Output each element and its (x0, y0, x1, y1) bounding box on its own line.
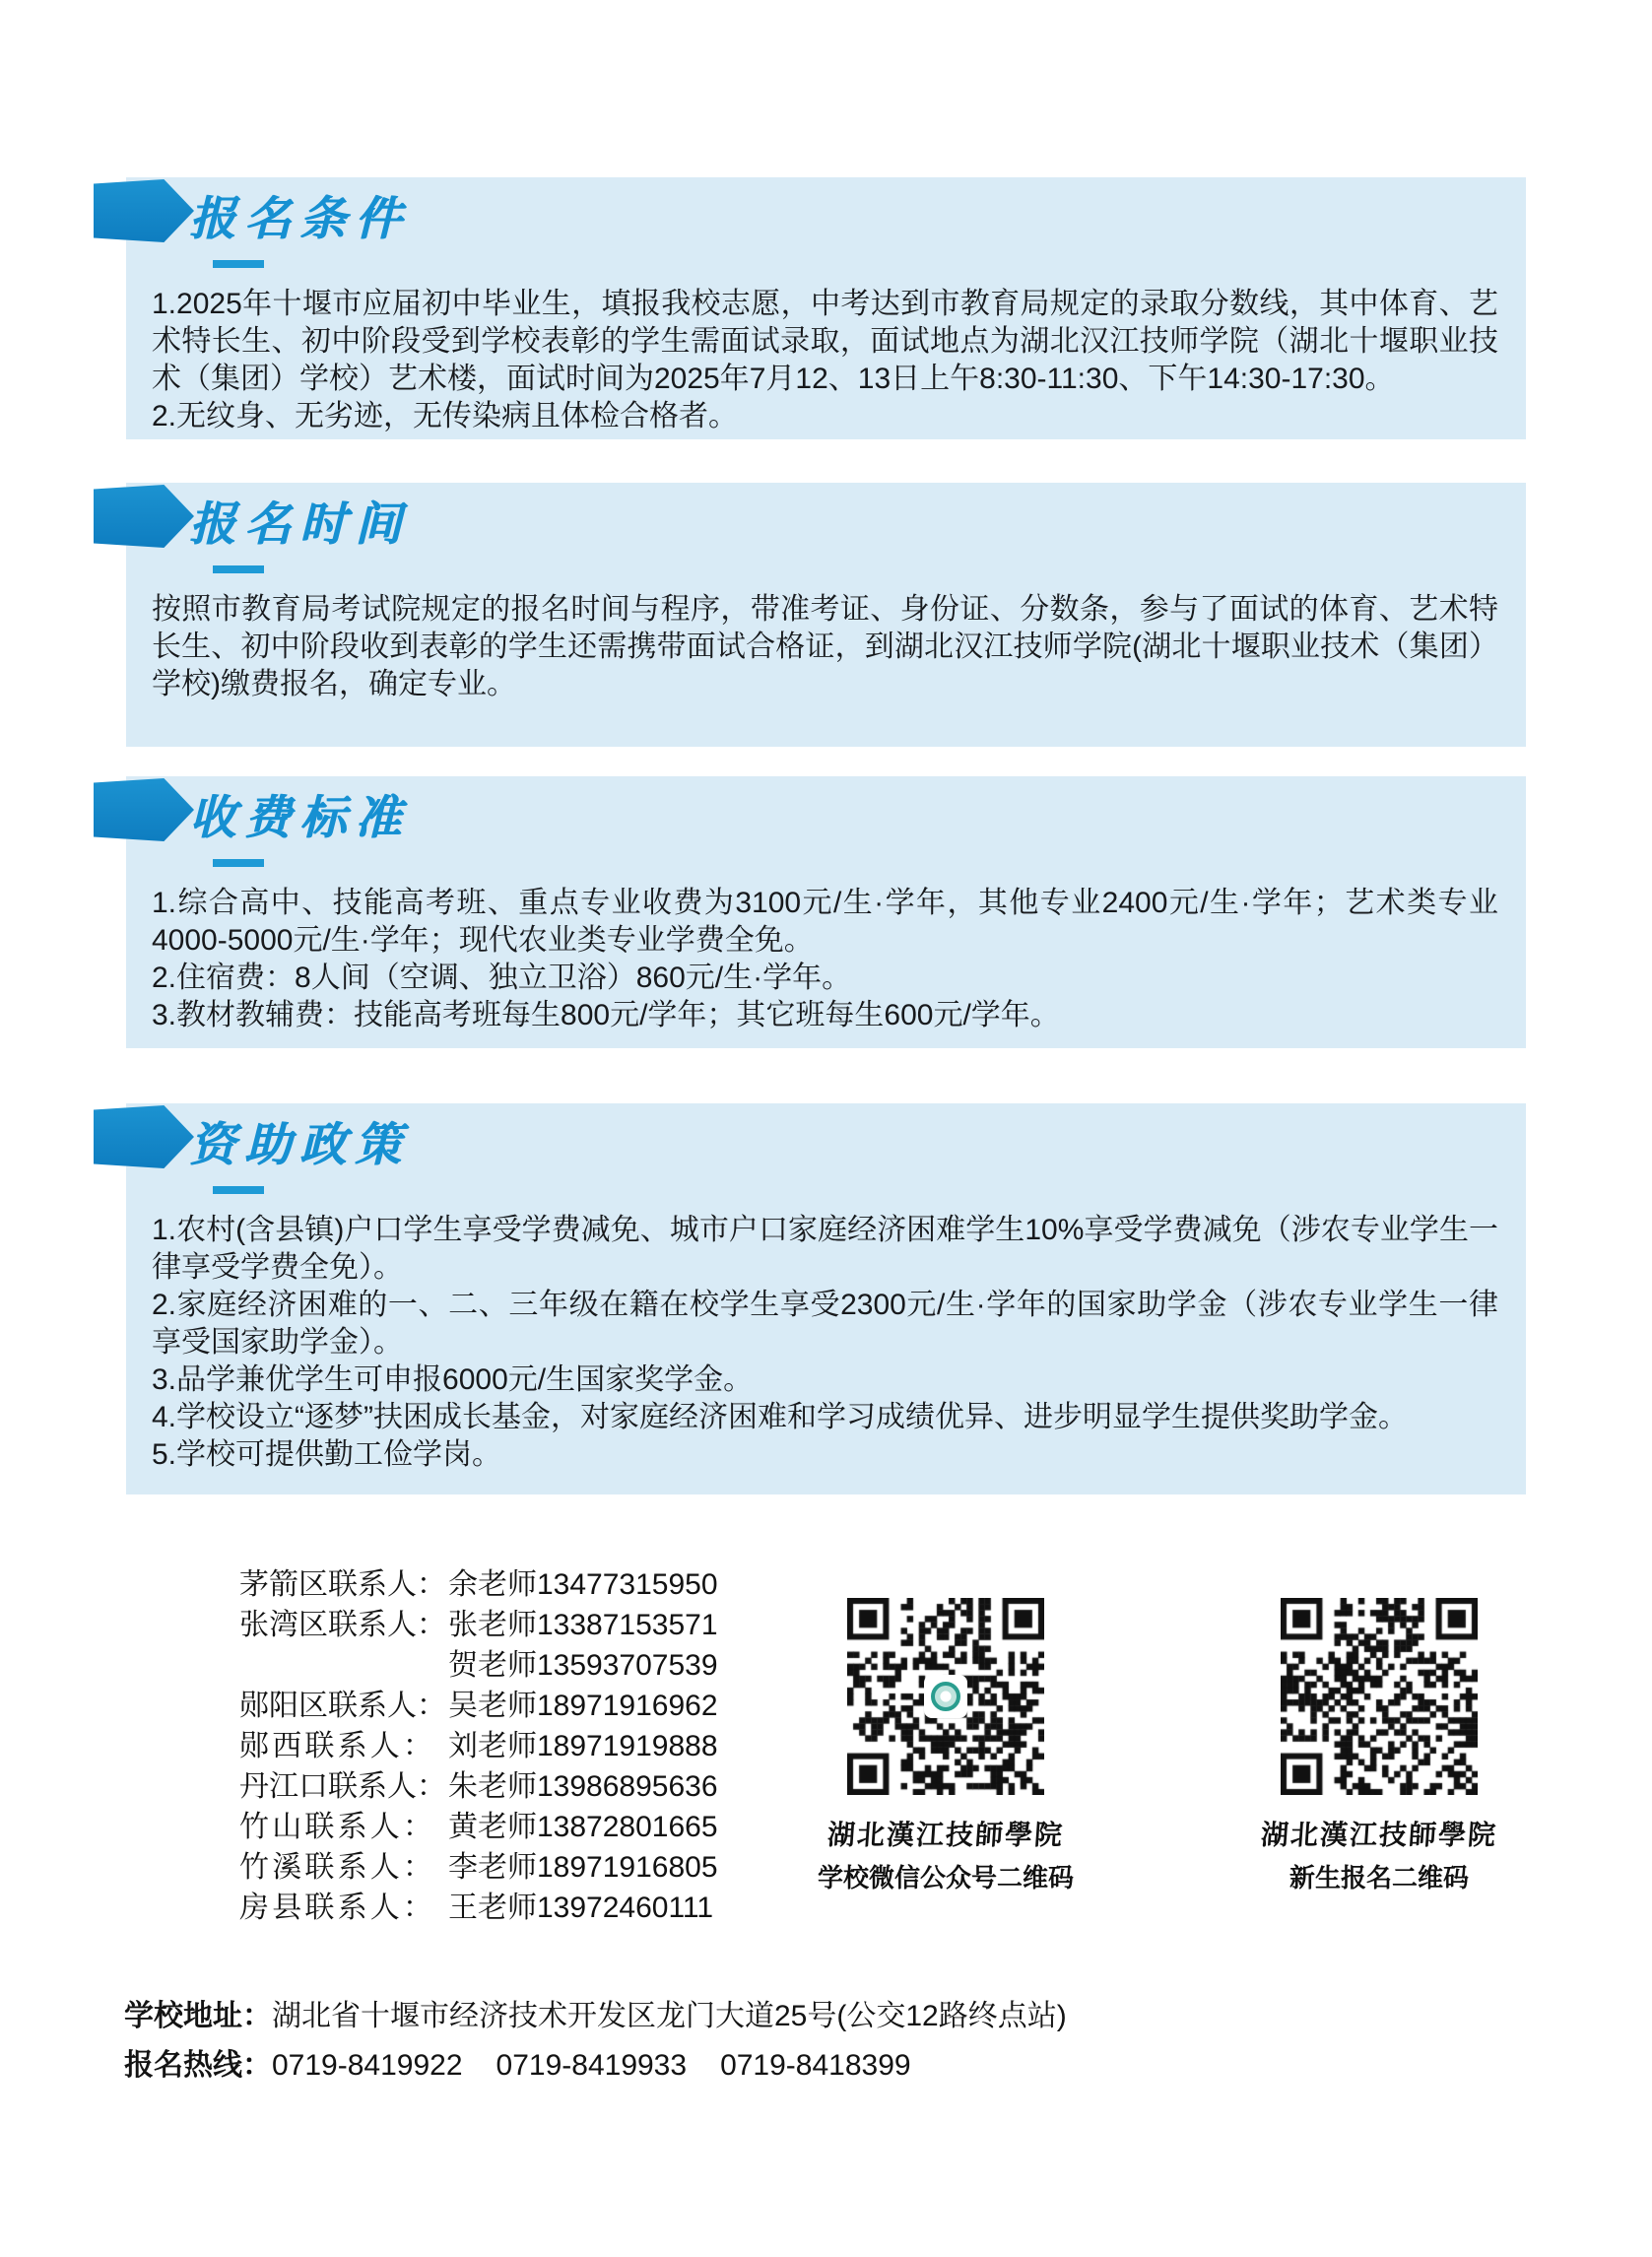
paragraph: 4.学校设立“逐梦”扶困成长基金，对家庭经济困难和学习成绩优异、进步明显学生提供奖助学金。 (152, 1401, 1408, 1433)
section-body (152, 1212, 1498, 1474)
paragraph: 2.家庭经济困难的一、二、三年级在籍在校学生享受2300元/生·学年的国家助学金（涉农专业学生一律享受国家助学金）。 (152, 1289, 1498, 1359)
address-label: 学校地址： (124, 2000, 272, 2032)
contact-region-label: 房县联系人： (239, 1892, 432, 1924)
paragraph: 2.无纹身、无劣迹，无传染病且体检合格者。 (152, 400, 739, 432)
paragraph: 3.品学兼优学生可申报6000元/生国家奖学金。 (152, 1363, 754, 1396)
school-logo (924, 1675, 967, 1718)
section-title: 收费标准 (189, 791, 410, 843)
contact-row (239, 1807, 718, 1847)
school-calligraphy-name: 湖北漢江技師學院 (826, 1819, 1066, 1851)
section-marker-icon (94, 485, 194, 548)
paragraph: 1.农村(含县镇)户口学生享受学费减免、城市户口家庭经济困难学生10%享受学费减免（涉农专业学生一律享受学费全免）。 (152, 1214, 1498, 1284)
paragraph: 按照市教育局考试院规定的报名时间与程序，带准考证、身份证、分数条，参与了面试的体育、艺术特长生、初中阶段收到表彰的学生还需携带面试合格证，到湖北汉江技师学院(湖北十堰职业技术（集团）学校)缴费报名，确定专业。 (152, 593, 1498, 700)
contact-phone: 王老师13972460111 (448, 1892, 714, 1924)
section-enrollment-time (126, 483, 1526, 747)
title-underline (213, 260, 264, 268)
contact-phone: 黄老师13872801665 (448, 1811, 718, 1843)
section-body (152, 591, 1498, 703)
school-emblem-icon (931, 1682, 960, 1711)
section-body (152, 286, 1498, 435)
section-funding-policy (126, 1103, 1526, 1494)
contact-phone: 李老师18971916805 (448, 1851, 718, 1884)
section-marker-icon (94, 179, 194, 242)
contact-region-label: 茅箭区联系人： (239, 1568, 446, 1601)
wechat-qr-code (847, 1598, 1044, 1795)
signup-qr-code (1281, 1598, 1478, 1795)
contact-region-label: 郧阳区联系人： (239, 1690, 446, 1722)
paragraph: 2.住宿费：8人间（空调、独立卫浴）860元/生·学年。 (152, 962, 852, 994)
qr-caption: 学校微信公众号二维码 (817, 1863, 1074, 1892)
section-title: 报名时间 (189, 498, 410, 550)
contact-list (239, 1564, 718, 1928)
address-value: 湖北省十堰市经济技术开发区龙门大道25号(公交12路终点站) (272, 2000, 1067, 2032)
section-marker-icon (94, 1105, 194, 1168)
section-enrollment-conditions (126, 177, 1526, 439)
contact-region-label: 丹江口联系人： (239, 1770, 446, 1803)
paragraph: 3.教材教辅费：技能高考班每生800元/学年；其它班每生600元/学年。 (152, 999, 1060, 1031)
contact-phone: 贺老师13593707539 (448, 1649, 718, 1682)
section-title: 资助政策 (189, 1118, 410, 1170)
section-fee-standards (126, 776, 1526, 1048)
paragraph: 1.2025年十堰市应届初中毕业生，填报我校志愿，中考达到市教育局规定的录取分数线，其中体育、艺术特长生、初中阶段受到学校表彰的学生需面试录取，面试地点为湖北汉江技师学院（湖北十堰职业技术（集团）学校）艺术楼，面试时间为2025年7月12、13日上午8:30-11:30、下午14:30-17:30。 (152, 288, 1498, 395)
contact-phone: 张老师13387153571 (448, 1609, 718, 1641)
hotline-number: 0719-8419933 (496, 2049, 688, 2082)
paragraph: 1.综合高中、技能高考班、重点专业收费为3100元/生·学年，其他专业2400元/生·学年；艺术类专业4000-5000元/生·学年；现代农业类专业学费全免。 (152, 887, 1498, 957)
contact-row (239, 1564, 718, 1605)
paragraph: 5.学校可提供勤工俭学岗。 (152, 1438, 502, 1471)
contact-region-label: 张湾区联系人： (239, 1609, 446, 1641)
qr-code-image (1281, 1598, 1478, 1795)
contact-row (239, 1645, 718, 1686)
section-body (152, 885, 1498, 1034)
contact-row (239, 1726, 718, 1766)
hotline-number: 0719-8419922 (272, 2049, 463, 2082)
address-line (124, 1992, 1067, 2041)
school-calligraphy-name: 湖北漢江技師學院 (1259, 1819, 1499, 1851)
contact-phone: 朱老师13986895636 (448, 1770, 718, 1803)
contact-phone: 余老师13477315950 (448, 1568, 718, 1601)
section-marker-icon (94, 778, 194, 841)
contact-row (239, 1888, 718, 1928)
contact-region-label: 竹山联系人： (239, 1811, 432, 1843)
footer (124, 1992, 1067, 2091)
contact-phone: 吴老师18971916962 (448, 1690, 718, 1722)
title-underline (213, 859, 264, 867)
contact-region-label: 郧西联系人： (239, 1730, 432, 1762)
contact-row (239, 1766, 718, 1807)
hotline-line (124, 2041, 1067, 2091)
hotline-number: 0719-8418399 (720, 2049, 911, 2082)
contact-row (239, 1605, 718, 1645)
contact-phone: 刘老师18971919888 (448, 1730, 718, 1762)
contact-row (239, 1686, 718, 1726)
hotline-label: 报名热线： (124, 2049, 272, 2082)
contact-row (239, 1847, 718, 1888)
title-underline (213, 1186, 264, 1194)
qr-caption: 新生报名二维码 (1289, 1863, 1469, 1892)
wechat-qr-block (788, 1598, 1103, 1894)
title-underline (213, 565, 264, 573)
section-title: 报名条件 (189, 192, 410, 244)
contact-region-label: 竹溪联系人： (239, 1851, 432, 1884)
signup-qr-block (1222, 1598, 1537, 1894)
